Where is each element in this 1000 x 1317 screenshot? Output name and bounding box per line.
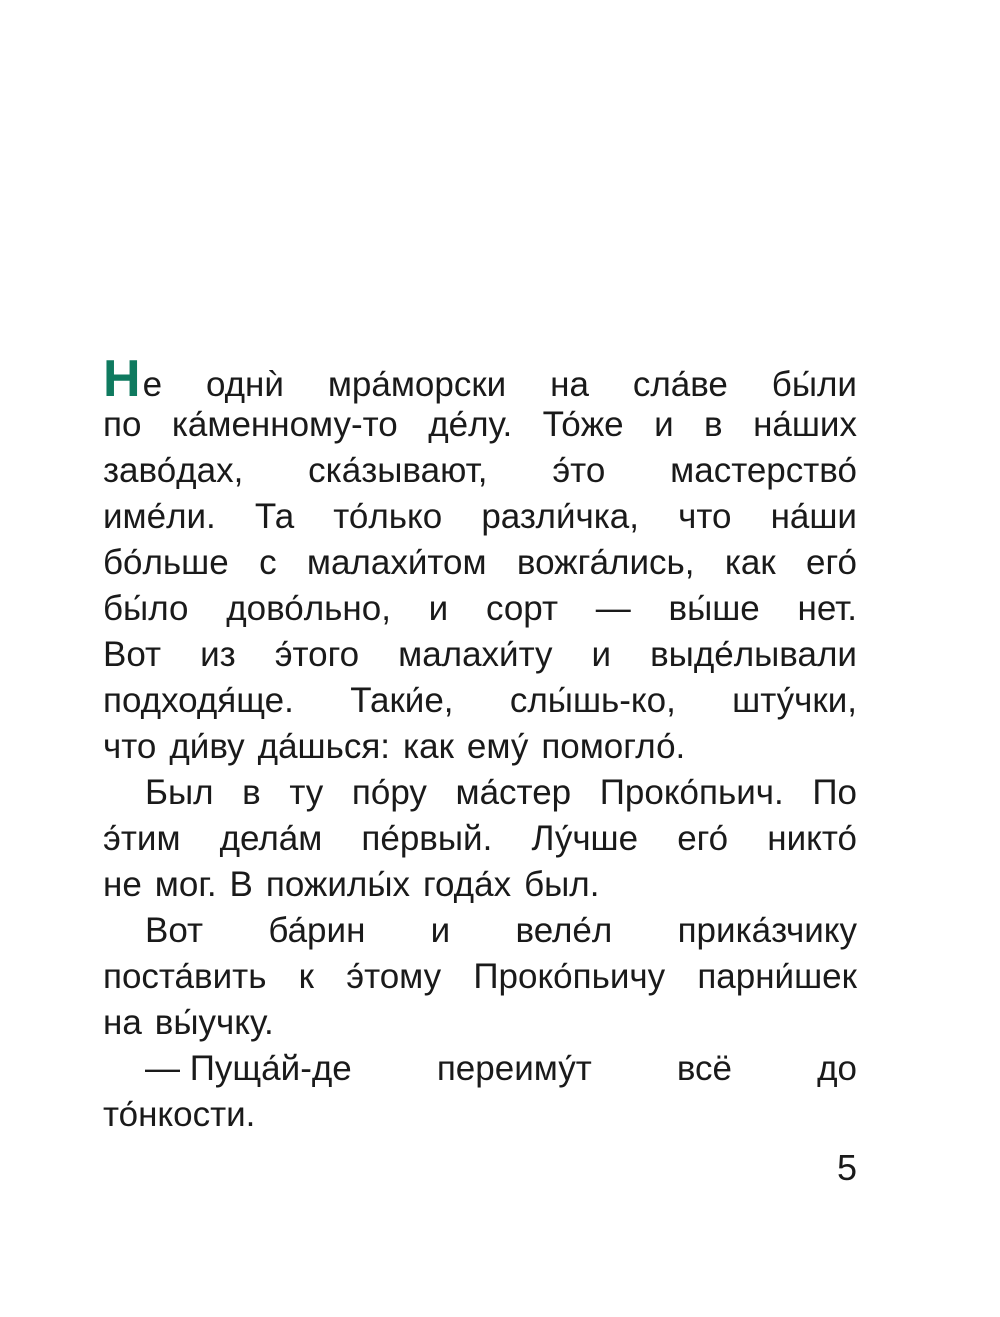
text-line: — Пуща́й-де переиму́т всё до (145, 1049, 857, 1088)
text-line: Был в ту по́ру ма́стер Проко́пьич. По (145, 773, 857, 812)
text-line: подходя́ще. Таки́е, слы́шь-ко, шту́чки, (103, 681, 857, 720)
text-line: э́тим дела́м пе́рвый. Лу́чше его́ никто́ (103, 819, 857, 858)
text-line: по ка́менному-то де́лу. То́же и в на́ших (103, 405, 857, 444)
text-line: бо́льше с малахи́том вожга́лись, как его́ (103, 543, 857, 582)
text-line: име́ли. Та то́лько разли́чка, что на́ши (103, 497, 857, 536)
text-line: что ди́ву да́шься: как ему́ помогло́. (103, 727, 686, 766)
text-line: на вы́учку. (103, 1003, 274, 1042)
text-line: бы́ло дово́льно, и сорт — вы́ше нет. (103, 589, 857, 628)
dropcap-letter: Н (103, 350, 141, 408)
page-number: 5 (836, 1147, 857, 1188)
text-line: Вот ба́рин и веле́л прика́зчику (145, 911, 857, 950)
text-line: Не однѝ мра́морски на сла́ве бы́ли (103, 350, 857, 408)
text-line: не мог. В пожилы́х года́х был. (103, 865, 600, 904)
story-text (103, 350, 857, 1138)
text-line: поста́вить к э́тому Проко́пьичу парни́шек (103, 957, 857, 996)
text-line: то́нкости. (103, 1095, 256, 1134)
text-line: заво́дах, ска́зывают, э́то мастерство́ (103, 451, 857, 490)
text-line: Вот из э́того малахи́ту и выде́лывали (103, 635, 857, 674)
